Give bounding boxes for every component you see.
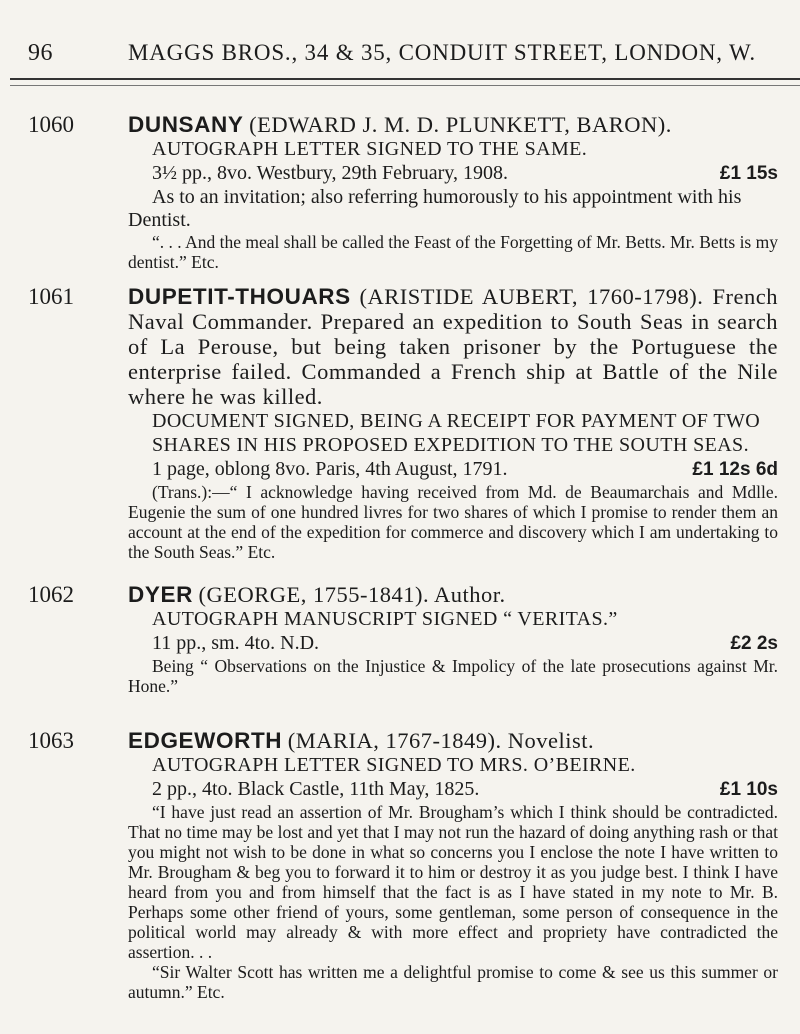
lot-number: 1061 [28,284,74,309]
spec-line [128,457,778,482]
price: £1 15s [719,163,778,184]
running-head: MAGGS BROS., 34 & 35, CONDUIT STREET, LONDON, W. [128,40,756,65]
physical-description: 11 pp., sm. 4to. N.D. [152,632,320,654]
entry-quote: “I have just read an assertion of Mr. Brougham’s which I think should be contradicted. That no time may be lost and yet that I may not run the hazard of doing anything rash or that you might not wish to be done in what so concerns you I enclose the note I have written to Mr. Brougham & beg you to forward it to him or destroy it as you judge best. I think I have heard from you and from himself that the fact is as I have stated in my note to Mr. B. Perhaps some other friend of yours, some gentleman, some person of consequence in the political world may already & with more effect and propriety have contradicted the assertion. . . [128,802,778,962]
spec-line [128,161,778,186]
lot-number: 1063 [28,728,74,753]
price: £1 10s [719,779,778,800]
entry-heading [128,582,778,607]
spec-line [128,631,778,656]
header-rule [10,78,800,86]
document-title: AUTOGRAPH LETTER SIGNED TO THE SAME. [152,138,588,160]
author-details: (ARISTIDE AUBERT, 1760-1798). French Naval Commander. Prepared an expedition to South Seas in search of La Perouse, but being taken prisoner by the Portuguese the enterprise failed. Commanded a French ship at Battle of the Nile where he was killed. [128,284,778,409]
author-name: DUNSANY [128,112,244,137]
spec-line [128,777,778,802]
entry-note: As to an invitation; also referring humorously to his appointment with his Dentist. [128,186,742,231]
catalogue-entry [28,582,778,696]
entry-heading [128,728,778,753]
author-details: (GEORGE, 1755-1841). Author. [198,582,506,607]
entry-heading [128,284,778,409]
author-name: DYER [128,582,193,607]
entry-quote: (Trans.):—“ I acknowledge having received from Md. de Beaumarchais and Mdlle. Eugenie the sum of one hundred livres for two shares of which I promise to render them an account at the end of the expedition for commerce and discovery which I am undertaking to the South Seas.” Etc. [128,482,778,562]
catalogue-entry [28,112,778,272]
author-details: (EDWARD J. M. D. PLUNKETT, BARON). [249,112,672,137]
physical-description: 1 page, oblong 8vo. Paris, 4th August, 1791. [152,458,508,480]
price: £2 2s [730,633,778,654]
entry-quote-continued: “Sir Walter Scott has written me a delightful promise to come & see us this summer or autumn.” Etc. [128,962,778,1002]
entry-quote: “. . . And the meal shall be called the Feast of the Forgetting of Mr. Betts. Mr. Betts is my dentist.” Etc. [128,232,778,272]
author-name: EDGEWORTH [128,728,283,753]
catalogue-entry [28,728,778,1002]
price: £1 12s 6d [692,459,778,480]
document-title: AUTOGRAPH MANUSCRIPT SIGNED “ VERITAS.” [152,608,618,630]
document-title: AUTOGRAPH LETTER SIGNED TO MRS. O’BEIRNE. [152,754,636,776]
entry-quote: Being “ Observations on the Injustice & Impolicy of the late prosecutions against Mr. Hone.” [128,656,778,696]
lot-number: 1060 [28,112,74,137]
physical-description: 3½ pp., 8vo. Westbury, 29th February, 1908. [152,162,508,184]
page-number: 96 [28,40,53,66]
author-name: DUPETIT-THOUARS [128,284,351,309]
author-details: (MARIA, 1767-1849). Novelist. [287,728,595,753]
document-title: DOCUMENT SIGNED, BEING A RECEIPT FOR PAYMENT OF TWO SHARES IN HIS PROPOSED EXPEDITION TO THE SOUTH SEAS. [152,410,761,456]
catalogue-entry [28,284,778,562]
lot-number: 1062 [28,582,74,607]
page-header [28,40,780,76]
entry-heading [128,112,778,137]
physical-description: 2 pp., 4to. Black Castle, 11th May, 1825. [152,778,480,800]
